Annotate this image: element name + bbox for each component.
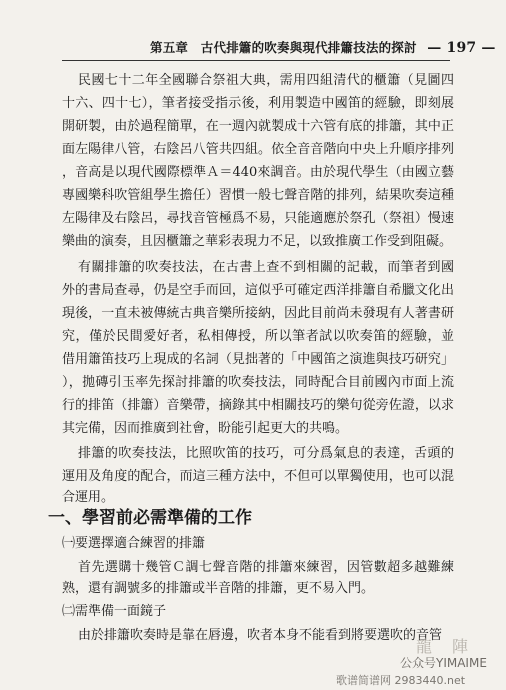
paragraph-1-line: 樂曲的演奏，且因櫃簫之華彩表現力不足，以致推廣工作受到阻礙。 [62, 234, 453, 249]
paragraph-2-line: 現後，一直未被傳統古典音樂所接納，因此目前尚未發現有人著書研 [62, 306, 454, 321]
subsection-heading: ㈠要選擇適合練習的排簫 [62, 536, 206, 551]
paragraph-1-line: 面左陽律八管，右陰呂八管共四組。依全音音階向中央上升順序排列 [62, 142, 454, 157]
paragraph-2-line: ），拋磚引玉率先探討排簫的吹奏技法，同時配合目前國內市面上流 [62, 375, 454, 390]
paragraph-1-line: 左陽律及右陰呂，尋找音管極爲不易，只能適應於祭孔（祭祖）慢速 [62, 211, 454, 226]
paragraph-3-line: 運用及角度的配合，而這三種方法中，不但可以單獨使用，也可以混 [62, 469, 454, 484]
page-number: — 197 — [427, 40, 496, 56]
paragraph-2-line: 行的排笛（排簫）音樂帶，摘錄其中相關技巧的樂句從旁佐證，以求 [62, 398, 454, 413]
paragraph-1-line: ，音高是以現代國際標準Ａ＝440來調音。由於現代學生（由國立藝 [62, 165, 454, 180]
subsection-heading: ㈡需準備一面鏡子 [62, 604, 167, 619]
paragraph-2-line: 其完備，因而推廣到社會，盼能引起更大的共鳴。 [62, 421, 349, 436]
watermark-brand: 龍 陣 [416, 637, 471, 656]
header-rule [62, 60, 450, 61]
subsection-1-line: 首先選購十幾管Ｃ調七聲音階的排簫來練習，因管數超多越難練 [78, 560, 454, 575]
running-header [150, 38, 496, 58]
watermark-site: 公众号YIMAIME [400, 656, 487, 670]
chapter-title: 第五章 古代排簫的吹奏與現代排簫技法的探討 [150, 40, 417, 55]
paragraph-3-line: 合運用。 [62, 490, 115, 505]
section-heading: 一、學習前必需準備的工作 [48, 508, 252, 528]
paragraph-1-line: 專國樂科吹管組學生擔任）習慣一般七聲音階的排列，結果吹奏這種 [62, 188, 454, 203]
subsection-2-line: 由於排簫吹奏時是靠在唇邊，吹者本身不能看到將要選吹的音管 [78, 628, 443, 643]
watermark-bottom: 歌谱简谱网 2983440.net [336, 674, 466, 687]
paragraph-2-line: 外的書局查尋，仍是空手而回，這似乎可確定西洋排簫自希臘文化出 [62, 283, 454, 298]
subsection-1-line: 熟，還有調號多的排簫或半音階的排簫，更不易入門。 [62, 581, 375, 596]
paragraph-1-line: 十六、四十七），筆者接受指示後，利用製造中國笛的經驗，即刻展 [62, 96, 454, 111]
paragraph-3-line: 排簫的吹奏技法，比照吹笛的技巧，可分爲氣息的表達，舌頭的 [78, 446, 454, 461]
paragraph-1-line: 開研製，由於過程簡單，在一週內就製成十六管有底的排簫，其中正 [62, 119, 454, 134]
paragraph-2-line: 有關排簫的吹奏技法，在古書上查不到相關的記載，而筆者到國 [78, 260, 454, 275]
paragraph-2-line: 借用簫笛技巧上現成的名詞（見拙著的「中國笛之演進與技巧研究」 [62, 352, 454, 367]
paragraph-1-line: 民國七十二年全國聯合祭祖大典，需用四組清代的櫃簫（見圖四 [78, 73, 454, 88]
paragraph-2-line: 究，僅於民間愛好者，私相傳授，所以筆者試以吹奏笛的經驗，並 [62, 329, 454, 344]
